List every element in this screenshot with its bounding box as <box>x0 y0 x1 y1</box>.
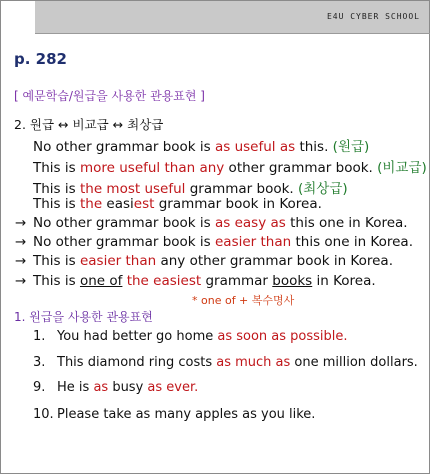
example-number: 3. <box>33 355 46 370</box>
example-item <box>33 407 315 422</box>
header-corner <box>1 1 35 33</box>
grammar-tag: (비교급) <box>377 160 427 176</box>
text: grammar book. <box>185 181 298 197</box>
text: This is <box>33 160 80 176</box>
text: You had better go home <box>57 329 218 344</box>
text: any other grammar book in Korea. <box>156 253 393 269</box>
highlight: easier than <box>79 253 157 269</box>
sentence-line <box>33 196 322 212</box>
underlined-text: books <box>272 273 313 289</box>
sentence-line <box>33 177 348 197</box>
highlight: as much as <box>216 355 291 370</box>
text: in Korea. <box>312 273 376 289</box>
example-number: 10. <box>33 407 54 422</box>
comparison-heading: 2. 원급 ↔ 비교급 ↔ 최상급 <box>14 117 164 132</box>
highlight: as useful as <box>215 139 296 155</box>
text: this one in Korea. <box>291 234 413 250</box>
text: easi <box>102 196 134 212</box>
sentence-line <box>33 135 369 155</box>
example-item <box>33 380 198 395</box>
arrow-icon: → <box>15 253 27 269</box>
text: No other grammar book is <box>33 215 215 231</box>
text: No other grammar book is <box>33 139 215 155</box>
arrow-icon: → <box>15 273 27 289</box>
highlight: as easy as <box>215 215 286 231</box>
highlight: easier than <box>215 234 292 250</box>
highlight: as soon as possible. <box>217 329 348 344</box>
text: Please take as many apples as you like. <box>57 407 316 422</box>
highlight: est <box>133 196 155 212</box>
arrow-icon: → <box>15 215 27 231</box>
page-number: p. 282 <box>14 50 67 68</box>
highlight: as ever. <box>147 380 199 395</box>
grammar-note: * one of + 복수명사 <box>192 294 295 307</box>
text: This is <box>33 196 80 212</box>
text: No other grammar book is <box>33 234 215 250</box>
example-number: 1. <box>33 329 46 344</box>
highlight: the easiest <box>126 273 202 289</box>
sentence-line <box>15 215 408 231</box>
grammar-tag: (최상급) <box>298 181 348 197</box>
text: this. <box>295 139 333 155</box>
text: other grammar book. <box>224 160 378 176</box>
arrow-icon: → <box>15 234 27 250</box>
text: This diamond ring costs <box>57 355 217 370</box>
idiom-heading: 1. 원급을 사용한 관용표현 <box>14 310 153 324</box>
highlight: as <box>93 380 109 395</box>
example-item <box>33 355 418 370</box>
text: grammar book in Korea. <box>154 196 322 212</box>
brand-label: E4U CYBER SCHOOL <box>326 12 420 21</box>
text: grammar <box>201 273 273 289</box>
grammar-tag: (원급) <box>332 139 370 155</box>
text: This is <box>33 273 80 289</box>
text: He is <box>57 380 94 395</box>
highlight: the most useful <box>79 181 186 197</box>
text: This is <box>33 253 80 269</box>
text: This is <box>33 181 80 197</box>
highlight: more useful than any <box>79 160 225 176</box>
text: this one in Korea. <box>285 215 408 231</box>
underlined-text: one of <box>79 273 123 289</box>
section-title: [ 예문학습/원급을 사용한 관용표현 ] <box>14 89 205 103</box>
text: busy <box>108 380 148 395</box>
highlight: the <box>79 196 103 212</box>
sentence-line <box>33 156 427 176</box>
sentence-line <box>15 253 393 269</box>
header-divider <box>35 33 430 34</box>
sentence-line <box>15 273 376 289</box>
example-item <box>33 329 348 344</box>
sentence-line <box>15 234 413 250</box>
example-number: 9. <box>33 380 46 395</box>
text: one million dollars. <box>290 355 418 370</box>
